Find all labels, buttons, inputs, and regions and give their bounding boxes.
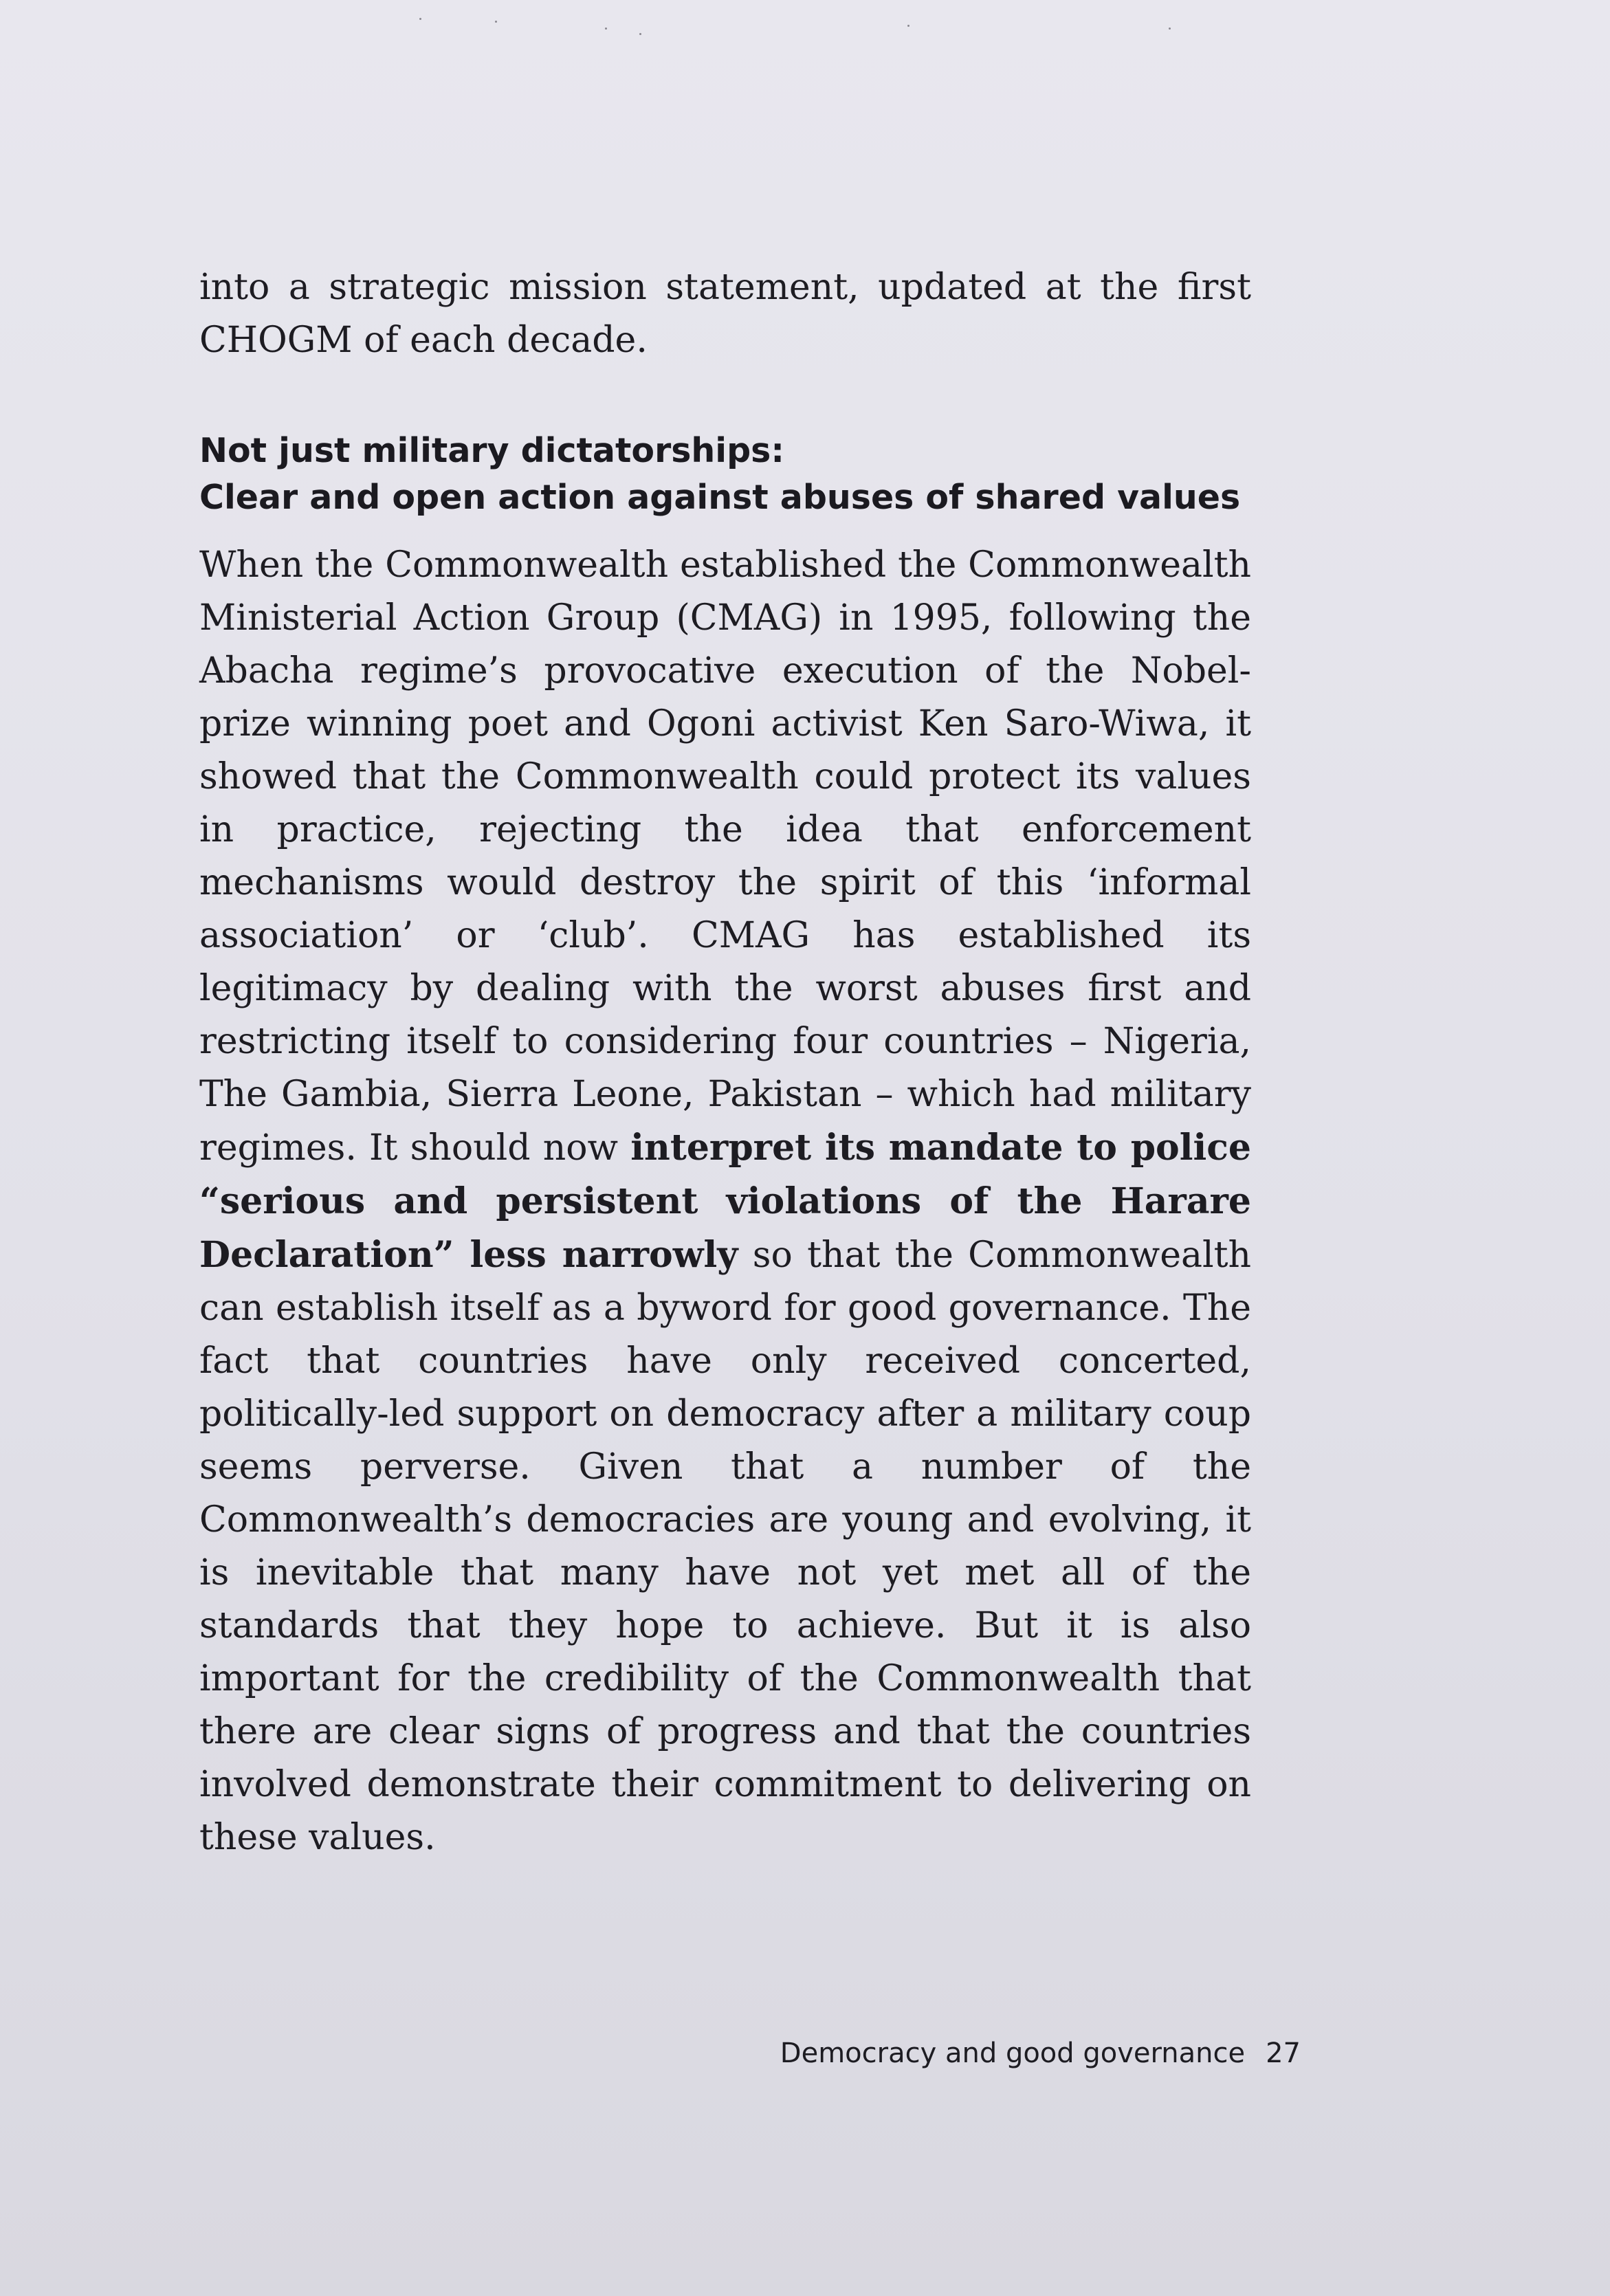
section-heading-line2: Clear and open action against abuses of shared values	[199, 478, 1241, 517]
paper-speck	[495, 21, 497, 23]
intro-paragraph: into a strategic mission statement, updated at the first CHOGM of each decade.	[199, 267, 1251, 361]
paper-speck	[907, 25, 909, 27]
footer-section-title: Democracy and good governance	[780, 2038, 1246, 2069]
paper-speck	[1169, 27, 1171, 30]
main-paragraph-part1: When the Commonwealth established the Commonwealth Ministerial Action Group (CMAG) in 1995, following the Abacha regime’s provocative execution of the Nobel-prize winning poet and Ogoni activist Ken Saro-Wiwa, it showed that the Commonwealth could protect its values in practice, rejecting the idea that enforcement mechanisms would destroy the spirit of this ‘informal association’ or ‘club’. CMAG has established its legitimacy by dealing with the worst abuses first and restricting itself to considering four countries – Nigeria, The Gambia, Sierra Leone, Pakistan – which had military regimes. It should now	[199, 544, 1251, 1169]
paper-speck	[605, 27, 607, 30]
section-heading	[199, 428, 1251, 521]
main-paragraph-part2: so that the Commonwealth can establish itself as a byword for good governance. The fact that countries have only received concerted, politically-led support on democracy after a military coup seems perverse. Given that a number of the Commonwealth’s democracies are young and evolving, it is inevitable that many have not yet met all of the standards that they hope to achieve. But it is also important for the credibility of the Commonwealth that there are clear signs of progress and that the countries involved demonstrate their commitment to delivering on these values.	[199, 1235, 1251, 1858]
main-paragraph-emphasis: interpret its mandate to police “serious and persistent violations of the Harare Declaration” less narrowly	[199, 1127, 1251, 1276]
page-footer	[780, 2038, 1301, 2069]
paper-speck	[419, 18, 421, 20]
paper-speck	[639, 33, 641, 35]
page-number: 27	[1266, 2038, 1301, 2069]
main-paragraph	[199, 539, 1251, 1864]
main-content	[199, 261, 1251, 1864]
section-heading-line1: Not just military dictatorships:	[199, 431, 784, 470]
